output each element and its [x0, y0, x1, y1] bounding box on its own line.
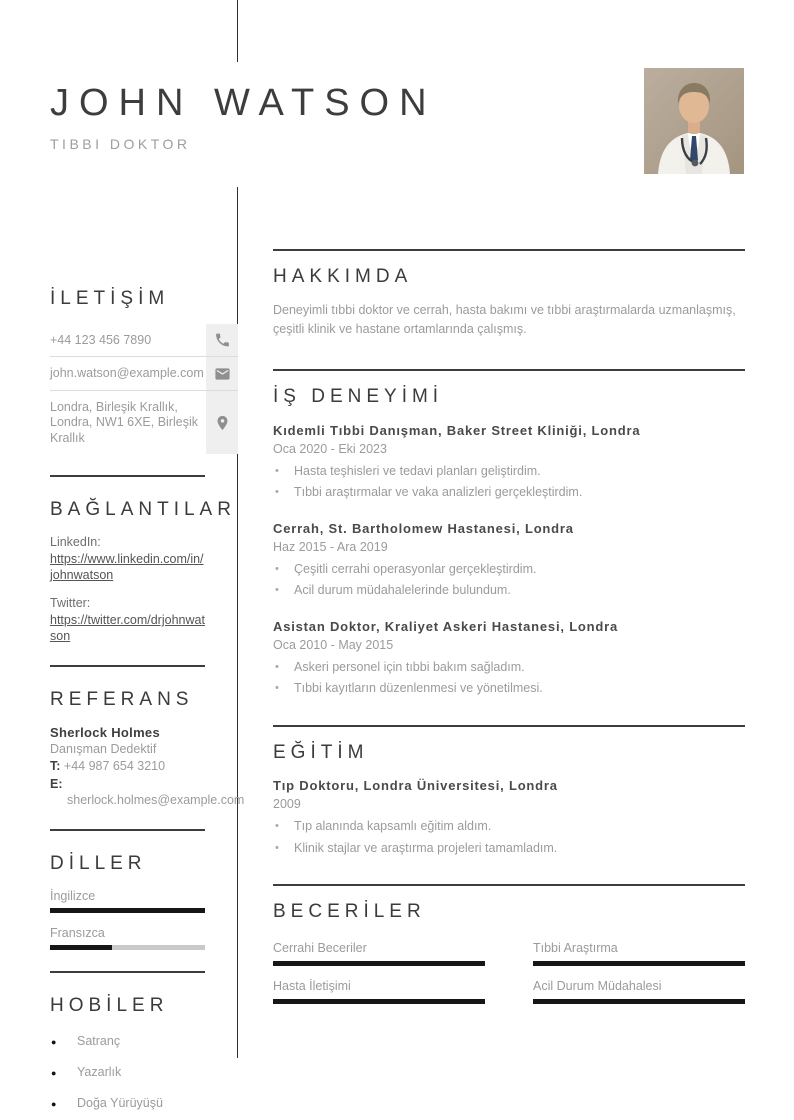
- section-divider: [273, 369, 745, 371]
- skill-name: Cerrahi Beceriler: [273, 941, 367, 956]
- education-bullet-list: [273, 819, 745, 856]
- language-bar: [50, 908, 205, 913]
- language-item: [50, 889, 205, 913]
- section-divider: [273, 725, 745, 727]
- mail-icon: [214, 365, 231, 382]
- skill-bar: [533, 999, 745, 1004]
- phone-icon: [214, 332, 231, 349]
- skill-item: [533, 979, 745, 1004]
- contact-email-value: john.watson@example.com: [50, 366, 204, 381]
- job-bullet: • Acil durum müdahalelerinde bulundum.: [273, 583, 745, 599]
- skill-bar: [533, 961, 745, 966]
- skill-bar: [273, 999, 485, 1004]
- reference-section: [50, 689, 245, 808]
- link-label-twitter: Twitter:: [50, 596, 91, 611]
- hobby-item: ● Doğa Yürüyüşü: [50, 1096, 205, 1111]
- language-bar-fill: [50, 945, 112, 950]
- sidebar: [50, 266, 245, 1111]
- skill-item: [273, 941, 485, 966]
- skill-name: Tıbbi Araştırma: [533, 941, 618, 956]
- about-heading: HAKKIMDA: [273, 266, 413, 287]
- skill-bar: [273, 961, 485, 966]
- header: [50, 82, 437, 152]
- job-title: Asistan Doktor, Kraliyet Askeri Hastanesi, Londra: [273, 618, 619, 634]
- hobby-item: ● Yazarlık: [50, 1065, 205, 1080]
- job-entry: [273, 618, 745, 703]
- skill-bar-fill: [273, 999, 485, 1004]
- language-item: [50, 926, 205, 950]
- job-entry: [273, 422, 745, 507]
- language-bar: [50, 945, 205, 950]
- skill-item: [533, 941, 745, 966]
- reference-email-value: sherlock.holmes@example.com: [67, 792, 245, 807]
- education-dates: 2009: [273, 797, 301, 812]
- section-divider: [273, 884, 745, 886]
- hobby-item: ● Satranç: [50, 1034, 205, 1049]
- skill-name: Acil Durum Müdahalesi: [533, 979, 662, 994]
- job-bullet-list: [273, 660, 745, 697]
- education-heading: EĞİTİM: [273, 741, 369, 763]
- job-bullet: • Hasta teşhisleri ve tedavi planları geliştirdim.: [273, 464, 745, 480]
- language-bar-fill: [50, 908, 205, 913]
- twitter-link[interactable]: https://twitter.com/drjohnwatson: [50, 613, 205, 644]
- profile-photo: [644, 68, 744, 174]
- job-dates: Haz 2015 - Ara 2019: [273, 539, 388, 554]
- links-section: [50, 499, 236, 644]
- job-bullet-list: [273, 562, 745, 599]
- skills-grid: [273, 941, 745, 1024]
- sidebar-divider: [50, 665, 205, 667]
- person-job-title: TIBBI DOKTOR: [50, 135, 191, 152]
- sidebar-divider: [50, 971, 205, 973]
- contact-section: [50, 288, 205, 454]
- education-bullet: • Tıp alanında kapsamlı eğitim aldım.: [273, 819, 745, 835]
- job-bullet: • Çeşitli cerrahi operasyonlar gerçekleştirdim.: [273, 562, 745, 578]
- reference-phone: [50, 759, 205, 775]
- skill-item: [273, 979, 485, 1004]
- skills-section: [273, 884, 745, 1024]
- hobbies-heading: HOBİLER: [50, 995, 169, 1017]
- job-bullet: • Tıbbi araştırmalar ve vaka analizleri gerçekleştirdim.: [273, 485, 745, 501]
- reference-email-label: E:: [50, 777, 63, 792]
- languages-section: [50, 853, 205, 950]
- experience-heading: İŞ DENEYİMİ: [273, 385, 444, 407]
- contact-list: [50, 324, 238, 455]
- sidebar-divider: [50, 829, 205, 831]
- hobby-list: [50, 1034, 205, 1111]
- job-dates: Oca 2020 - Eki 2023: [273, 441, 387, 456]
- contact-address-value: Londra, Birleşik Krallık, Londra, NW1 6XE, Birleşik Krallık: [50, 399, 198, 445]
- experience-section: [273, 369, 745, 725]
- education-bullet: • Klinik stajlar ve araştırma projeleri tamamladım.: [273, 841, 745, 857]
- contact-row-phone: [50, 324, 238, 358]
- reference-heading: REFERANS: [50, 689, 194, 711]
- vertical-divider-top: [237, 0, 238, 62]
- job-bullet-list: [273, 464, 745, 501]
- education-title: Tıp Doktoru, Londra Üniversitesi, Londra: [273, 778, 558, 794]
- reference-name: Sherlock Holmes: [50, 724, 160, 740]
- education-entry: [273, 777, 745, 862]
- profile-photo-illustration: [644, 68, 744, 174]
- reference-phone-value: +44 987 654 3210: [63, 758, 166, 773]
- location-pin-icon: [214, 414, 231, 431]
- about-text: Deneyimli tıbbi doktor ve cerrah, hasta bakımı ve tıbbi araştırmalarda uzmanlaşmış, çeşitli klinik ve hastane ortamlarında çalışmış.: [273, 302, 736, 337]
- link-label-linkedin: LinkedIn:: [50, 535, 101, 550]
- job-entry: [273, 520, 745, 605]
- language-name: Fransızca: [50, 926, 105, 941]
- reference-email: [50, 777, 245, 808]
- skill-name: Hasta İletişimi: [273, 979, 351, 994]
- skill-bar-fill: [533, 961, 745, 966]
- education-section: [273, 725, 745, 885]
- job-title: Kıdemli Tıbbi Danışman, Baker Street Kliniği, Londra: [273, 422, 641, 438]
- linkedin-link[interactable]: https://www.linkedin.com/in/johnwatson: [50, 552, 204, 583]
- skill-bar-fill: [533, 999, 745, 1004]
- job-title: Cerrah, St. Bartholomew Hastanesi, Londra: [273, 520, 574, 536]
- skill-bar-fill: [273, 961, 485, 966]
- about-section: [273, 249, 745, 369]
- main-content: [273, 249, 745, 1024]
- section-divider: [273, 249, 745, 251]
- sidebar-divider: [50, 475, 205, 477]
- links-heading: BAĞLANTILAR: [50, 499, 236, 521]
- contact-heading: İLETİŞİM: [50, 288, 170, 309]
- language-name: İngilizce: [50, 889, 96, 904]
- contact-phone-value: +44 123 456 7890: [50, 332, 152, 347]
- contact-row-email: [50, 357, 238, 391]
- person-name: JOHN WATSON: [50, 82, 437, 124]
- reference-title: Danışman Dedektif: [50, 741, 157, 756]
- job-bullet: • Tıbbi kayıtların düzenlenmesi ve yönetilmesi.: [273, 681, 745, 697]
- contact-row-address: [50, 391, 238, 455]
- hobbies-section: [50, 995, 205, 1111]
- job-dates: Oca 2010 - May 2015: [273, 637, 394, 652]
- vertical-divider-main: [237, 187, 238, 1058]
- reference-phone-label: T:: [50, 758, 61, 773]
- skills-heading: BECERİLER: [273, 901, 426, 923]
- job-bullet: • Askeri personel için tıbbi bakım sağladım.: [273, 660, 745, 676]
- languages-heading: DİLLER: [50, 853, 147, 875]
